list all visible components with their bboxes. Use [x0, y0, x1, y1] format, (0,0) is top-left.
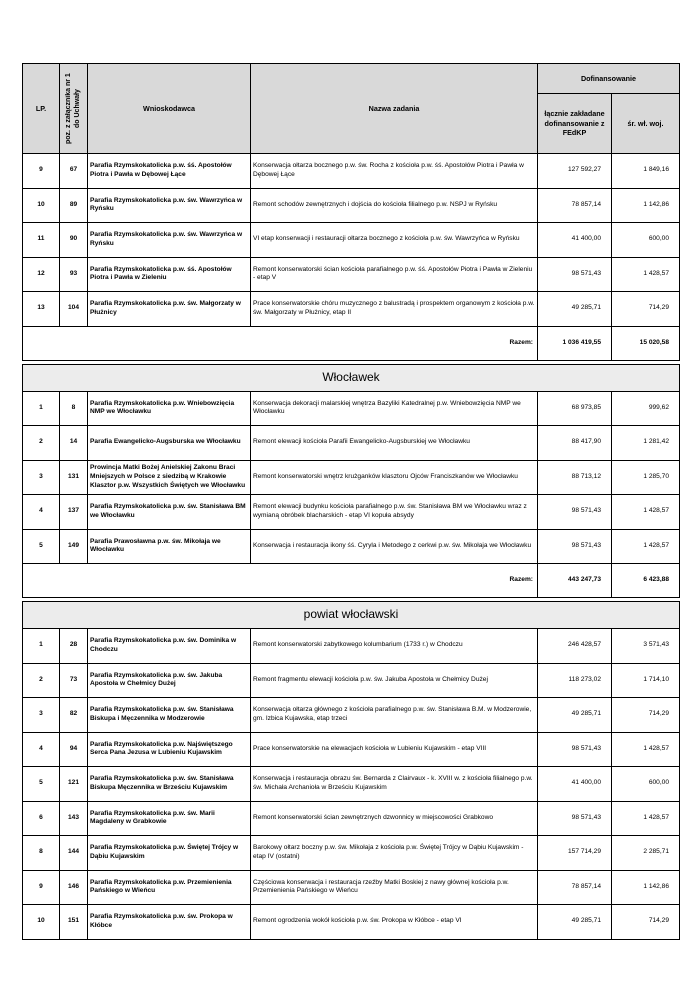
table-row [23, 188, 680, 223]
laczne-cell: 49 285,71 [538, 905, 612, 940]
table-row [23, 905, 680, 940]
zadanie-cell: Konserwacja i restauracja ikony śś. Cyryla i Metodego z cerkwi p.w. św. Mikołaja we Włocławku [251, 529, 538, 564]
poz-cell: 144 [60, 836, 88, 871]
wnioskodawca-cell: Parafia Rzymskokatolicka p.w. św. Małgorzaty w Płużnicy [88, 292, 251, 327]
table-row [23, 391, 680, 426]
zadanie-cell: Prace konserwatorskie na elewacjach kościoła w Lubieniu Kujawskim - etap VIII [251, 732, 538, 767]
header-dofinansowanie: Dofinansowanie [538, 64, 680, 94]
laczne-cell: 78 857,14 [538, 870, 612, 905]
wnioskodawca-cell: Parafia Rzymskokatolicka p.w. śś. Apostołów Piotra i Pawła w Dębowej Łące [88, 154, 251, 189]
poz-cell: 93 [60, 257, 88, 292]
header-poz-label: poz. z załącznika nr 1 do Uchwały [64, 73, 81, 144]
sr-cell: 1 428,57 [612, 529, 680, 564]
poz-cell: 89 [60, 188, 88, 223]
wnioskodawca-cell: Parafia Rzymskokatolicka p.w. Przemienienia Pańskiego w Wieńcu [88, 870, 251, 905]
laczne-cell: 88 417,90 [538, 426, 612, 461]
table-body [23, 154, 680, 940]
wnioskodawca-cell: Parafia Rzymskokatolicka p.w. św. Wawrzyńca w Ryńsku [88, 188, 251, 223]
table-row [23, 732, 680, 767]
poz-cell: 82 [60, 698, 88, 733]
wnioskodawca-cell: Parafia Rzymskokatolicka p.w. św. Marii Magdaleny w Grabkowie [88, 801, 251, 836]
lp-cell: 10 [23, 188, 60, 223]
header-wnioskodawca: Wnioskodawca [88, 64, 251, 154]
sum-label: Razem: [23, 326, 538, 360]
lp-cell: 6 [23, 801, 60, 836]
table-row [23, 836, 680, 871]
poz-cell: 143 [60, 801, 88, 836]
wnioskodawca-cell: Parafia Rzymskokatolicka p.w. św. Jakuba Apostoła w Chełmicy Dużej [88, 663, 251, 698]
header-poz [60, 64, 88, 154]
poz-cell: 94 [60, 732, 88, 767]
header-laczne: łącznie zakładane dofinansowanie z FEdKP [538, 94, 612, 154]
poz-cell: 137 [60, 495, 88, 530]
sr-cell: 1 428,57 [612, 495, 680, 530]
laczne-cell: 98 571,43 [538, 529, 612, 564]
sr-cell: 1 714,10 [612, 663, 680, 698]
laczne-cell: 118 273,02 [538, 663, 612, 698]
poz-cell: 28 [60, 629, 88, 664]
lp-cell: 9 [23, 870, 60, 905]
table-row [23, 663, 680, 698]
zadanie-cell: Częściowa konserwacja i restauracja rzeźby Matki Boskiej z nawy głównej kościoła p.w. Przemienienia Pańskiego w Wieńcu [251, 870, 538, 905]
wnioskodawca-cell: Parafia Rzymskokatolicka p.w. św. Wawrzyńca w Ryńsku [88, 223, 251, 258]
wnioskodawca-cell: Parafia Rzymskokatolicka p.w. Najświętszego Serca Pana Jezusa w Lubieniu Kujawskim [88, 732, 251, 767]
table-row [23, 460, 680, 495]
sr-cell: 1 142,86 [612, 188, 680, 223]
lp-cell: 12 [23, 257, 60, 292]
sum-sr: 15 020,58 [612, 326, 680, 360]
lp-cell: 8 [23, 836, 60, 871]
header-sr-wl-woj: śr. wł. woj. [612, 94, 680, 154]
lp-cell: 3 [23, 698, 60, 733]
sr-cell: 1 281,42 [612, 426, 680, 461]
wnioskodawca-cell: Parafia Rzymskokatolicka p.w. św. Stanisława BM we Włocławku [88, 495, 251, 530]
laczne-cell: 41 400,00 [538, 767, 612, 802]
laczne-cell: 68 973,85 [538, 391, 612, 426]
table-row [23, 629, 680, 664]
table-row [23, 698, 680, 733]
header-lp: LP. [23, 64, 60, 154]
laczne-cell: 98 571,43 [538, 801, 612, 836]
section-title: Włocławek [23, 364, 680, 391]
poz-cell: 146 [60, 870, 88, 905]
poz-cell: 104 [60, 292, 88, 327]
lp-cell: 4 [23, 732, 60, 767]
sr-cell: 1 428,57 [612, 732, 680, 767]
zadanie-cell: Remont konserwatorski wnętrz krużganków klasztoru Ojców Franciszkanów we Włocławku [251, 460, 538, 495]
zadanie-cell: Konserwacja i restauracja obrazu św. Bernarda z Clairvaux - k. XVIII w. z kościoła filialnego p.w. św. Michała Archanioła w Brześciu Kujawskim [251, 767, 538, 802]
lp-cell: 11 [23, 223, 60, 258]
sr-cell: 1 285,70 [612, 460, 680, 495]
poz-cell: 90 [60, 223, 88, 258]
laczne-cell: 157 714,29 [538, 836, 612, 871]
sr-cell: 714,29 [612, 905, 680, 940]
laczne-cell: 88 713,12 [538, 460, 612, 495]
sr-cell: 600,00 [612, 223, 680, 258]
laczne-cell: 49 285,71 [538, 698, 612, 733]
section-title: powiat włocławski [23, 602, 680, 629]
laczne-cell: 49 285,71 [538, 292, 612, 327]
zadanie-cell: Konserwacja ołtarza głównego z kościoła parafialnego p.w. św. Stanisława B.M. w Modzerowie, gm. Izbica Kujawska, etap trzeci [251, 698, 538, 733]
zadanie-cell: Remont elewacji budynku kościoła parafialnego p.w. św. Stanisława BM we Włocławku wraz z wymianą obróbek blacharskich - etap VI kopuła absydy [251, 495, 538, 530]
lp-cell: 1 [23, 391, 60, 426]
poz-cell: 67 [60, 154, 88, 189]
poz-cell: 14 [60, 426, 88, 461]
sum-row [23, 326, 680, 360]
zadanie-cell: Remont schodów zewnętrznych i dojścia do kościoła filialnego p.w. NSPJ w Ryńsku [251, 188, 538, 223]
sr-cell: 1 428,57 [612, 801, 680, 836]
table-row [23, 223, 680, 258]
header-nazwa-zadania: Nazwa zadania [251, 64, 538, 154]
lp-cell: 10 [23, 905, 60, 940]
sum-laczne: 443 247,73 [538, 564, 612, 598]
poz-cell: 151 [60, 905, 88, 940]
laczne-cell: 246 428,57 [538, 629, 612, 664]
table-row [23, 767, 680, 802]
laczne-cell: 98 571,43 [538, 257, 612, 292]
sr-cell: 1 849,16 [612, 154, 680, 189]
wnioskodawca-cell: Parafia Ewangelicko-Augsburska we Włocławku [88, 426, 251, 461]
sr-cell: 999,62 [612, 391, 680, 426]
lp-cell: 13 [23, 292, 60, 327]
wnioskodawca-cell: Parafia Prawosławna p.w. św. Mikołaja we Włocławku [88, 529, 251, 564]
table-row [23, 870, 680, 905]
lp-cell: 1 [23, 629, 60, 664]
lp-cell: 9 [23, 154, 60, 189]
sr-cell: 3 571,43 [612, 629, 680, 664]
wnioskodawca-cell: Parafia Rzymskokatolicka p.w. św. Stanisława Biskupa i Męczennika w Modzerowie [88, 698, 251, 733]
lp-cell: 2 [23, 426, 60, 461]
funding-table [22, 63, 680, 940]
zadanie-cell: Konserwacja dekoracji malarskiej wnętrza Bazyliki Katedralnej p.w. Wniebowzięcia NMP we Włocławku [251, 391, 538, 426]
wnioskodawca-cell: Parafia Rzymskokatolicka p.w. św. Prokopa w Kłóbce [88, 905, 251, 940]
sum-row [23, 564, 680, 598]
lp-cell: 2 [23, 663, 60, 698]
lp-cell: 5 [23, 767, 60, 802]
laczne-cell: 78 857,14 [538, 188, 612, 223]
zadanie-cell: Remont ogrodzenia wokół kościoła p.w. św. Prokopa w Kłóbce - etap VI [251, 905, 538, 940]
poz-cell: 8 [60, 391, 88, 426]
wnioskodawca-cell: Parafia Rzymskokatolicka p.w. Wniebowzięcia NMP we Włocławku [88, 391, 251, 426]
lp-cell: 3 [23, 460, 60, 495]
sr-cell: 714,29 [612, 292, 680, 327]
sr-cell: 1 428,57 [612, 257, 680, 292]
table-row [23, 426, 680, 461]
sum-sr: 6 423,88 [612, 564, 680, 598]
table-row [23, 154, 680, 189]
sum-label: Razem: [23, 564, 538, 598]
table-row [23, 292, 680, 327]
table-row [23, 529, 680, 564]
laczne-cell: 41 400,00 [538, 223, 612, 258]
lp-cell: 5 [23, 529, 60, 564]
zadanie-cell: Remont konserwatorski zabytkowego kolumbarium (1733 r.) w Chodczu [251, 629, 538, 664]
lp-cell: 4 [23, 495, 60, 530]
poz-cell: 121 [60, 767, 88, 802]
section-header-row [23, 602, 680, 629]
zadanie-cell: Konserwacja ołtarza bocznego p.w. św. Rocha z kościoła p.w. śś. Apostołów Piotra i Pawła w Dębowej Łące [251, 154, 538, 189]
table-row [23, 495, 680, 530]
wnioskodawca-cell: Prowincja Matki Bożej Anielskiej Zakonu Braci Mniejszych w Polsce z siedzibą w Krakowie Klasztor p.w. Wszystkich Świętych we Włocławku [88, 460, 251, 495]
sr-cell: 714,29 [612, 698, 680, 733]
section-header-row [23, 364, 680, 391]
table-row [23, 257, 680, 292]
poz-cell: 131 [60, 460, 88, 495]
wnioskodawca-cell: Parafia Rzymskokatolicka p.w. św. Stanisława Biskupa Męczennika w Brześciu Kujawskim [88, 767, 251, 802]
zadanie-cell: Remont konserwatorski ścian zewnętrznych dzwonnicy w miejscowości Grabkowo [251, 801, 538, 836]
sr-cell: 1 142,86 [612, 870, 680, 905]
poz-cell: 73 [60, 663, 88, 698]
zadanie-cell: Remont konserwatorski ścian kościoła parafialnego p.w. śś. Apostołów Piotra i Pawła w Zieleniu - etap V [251, 257, 538, 292]
sum-laczne: 1 036 419,55 [538, 326, 612, 360]
zadanie-cell: Remont elewacji kościoła Parafii Ewangelicko-Augsburskiej we Włocławku [251, 426, 538, 461]
wnioskodawca-cell: Parafia Rzymskokatolicka p.w. Świętej Trójcy w Dąbiu Kujawskim [88, 836, 251, 871]
poz-cell: 149 [60, 529, 88, 564]
laczne-cell: 98 571,43 [538, 732, 612, 767]
zadanie-cell: VI etap konserwacji i restauracji ołtarza bocznego z kościoła p.w. św. Wawrzyńca w Ryńsku [251, 223, 538, 258]
sr-cell: 2 285,71 [612, 836, 680, 871]
sr-cell: 600,00 [612, 767, 680, 802]
wnioskodawca-cell: Parafia Rzymskokatolicka p.w. śś. Apostołów Piotra i Pawła w Zieleniu [88, 257, 251, 292]
laczne-cell: 127 592,27 [538, 154, 612, 189]
zadanie-cell: Barokowy ołtarz boczny p.w. św. Mikołaja z kościoła p.w. Świętej Trójcy w Dąbiu Kujawskim - etap IV (ostatni) [251, 836, 538, 871]
zadanie-cell: Remont fragmentu elewacji kościoła p.w. św. Jakuba Apostoła w Chełmicy Dużej [251, 663, 538, 698]
zadanie-cell: Prace konserwatorskie chóru muzycznego z balustradą i prospektem organowym z kościoła p.w. św. Małgorzaty w Płużnicy, etap II [251, 292, 538, 327]
wnioskodawca-cell: Parafia Rzymskokatolicka p.w. św. Dominika w Chodczu [88, 629, 251, 664]
table-row [23, 801, 680, 836]
laczne-cell: 98 571,43 [538, 495, 612, 530]
